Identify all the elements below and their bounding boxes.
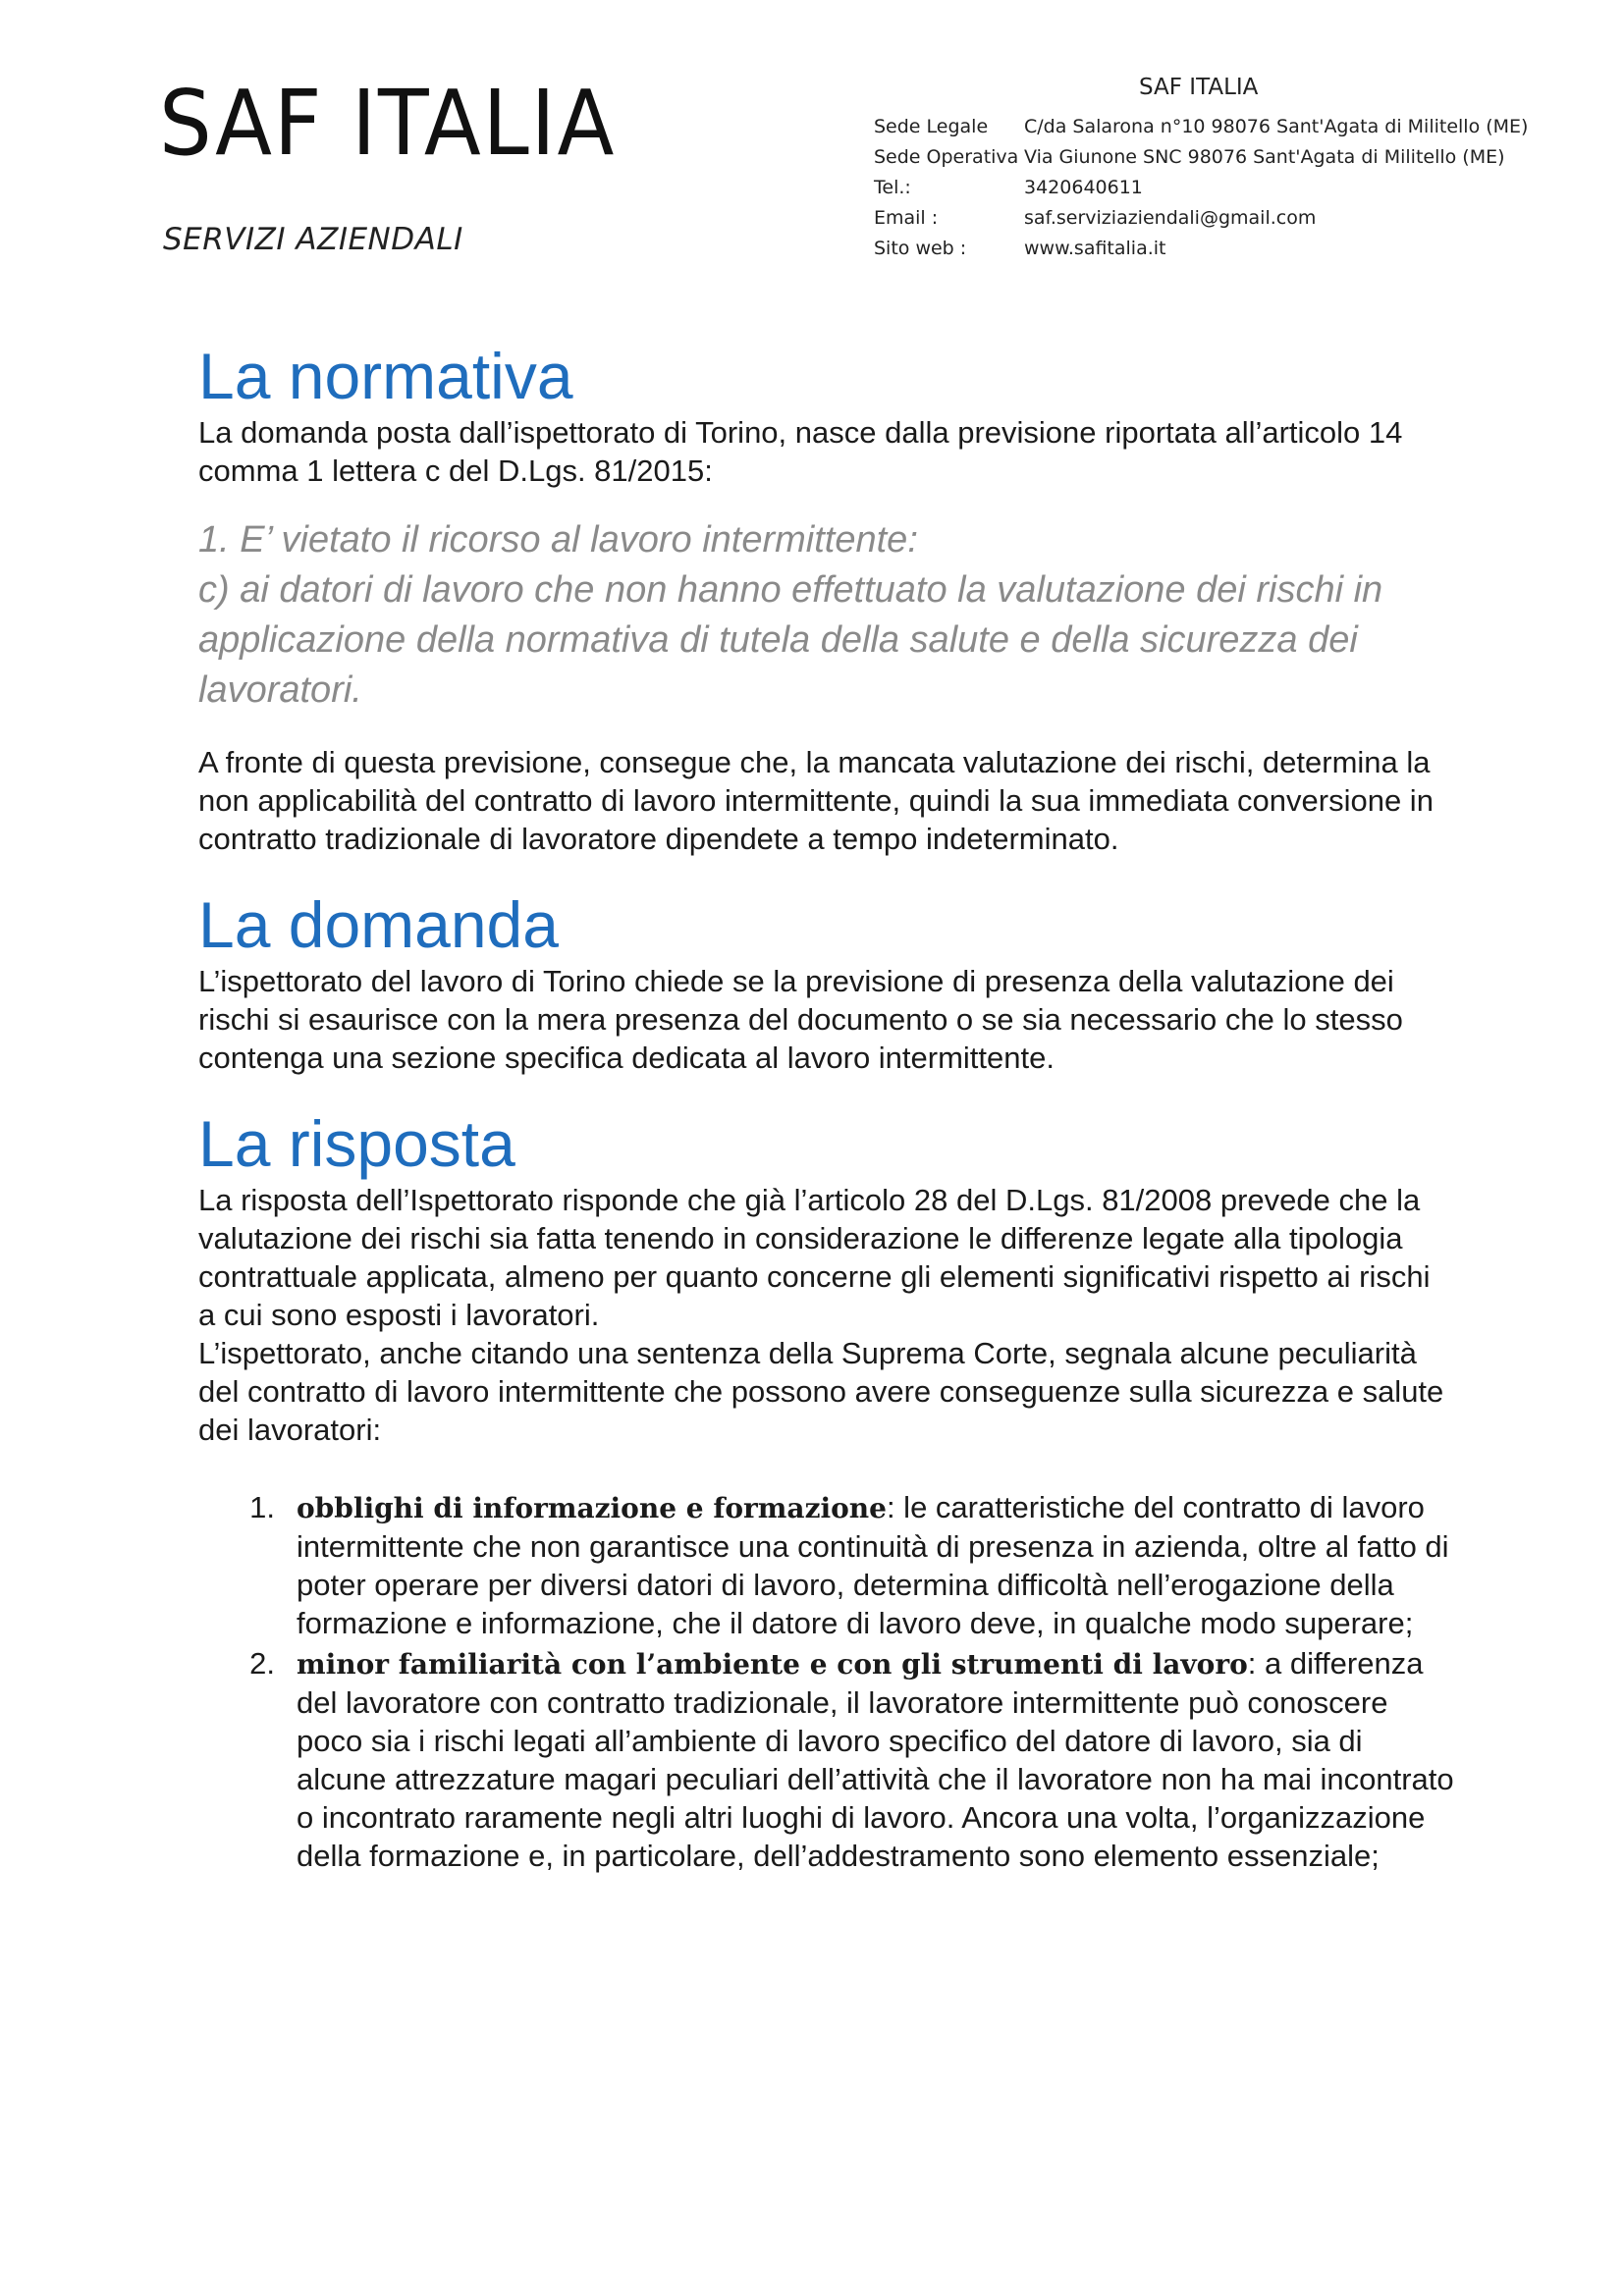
section-title-domanda: La domanda [198,888,559,961]
list-item-number: 1. [249,1490,275,1524]
info-label: Sede Legale [874,116,989,137]
info-label: Sede Operativa [874,146,1019,168]
info-value: saf.serviziaziendali@gmail.com [1024,207,1317,229]
info-row-email [874,203,1581,234]
list-item-content [297,1488,1455,1642]
domanda-text: L’ispettorato del lavoro di Torino chiede se la previsione di presenza della valutazione dei rischi si esaurisce con la mera presenza del documento o se sia necessario che lo stesso contenga una sezione specifica dedicata al lavoro intermittente. [198,964,1403,1075]
normativa-intro: La domanda posta dall’ispettorato di Torino, nasce dalla previsione riportata all’articolo 14 comma 1 lettera c del D.Lgs. 81/2015: [198,415,1403,488]
info-row-website [874,234,1581,264]
risposta-text-2: L’ispettorato, anche citando una sentenza della Suprema Corte, segnala alcune peculiarità del contratto di lavoro intermittente che possono avere conseguenze sulla sicurezza e salute dei lavoratori: [198,1336,1444,1447]
list-item-number: 2. [249,1646,275,1681]
info-value: C/da Salarona n°10 98076 Sant'Agata di Militello (ME) [1024,116,1529,137]
info-label: Email : [874,207,939,229]
list-item-text: : le caratteristiche del contratto di lavoro intermittente che non garantisce una continuità di presenza in azienda, oltre al fatto di poter operare per diversi datori di lavoro, determina difficoltà nell’erogazione della formazione e informazione, che il datore di lavoro deve, in qualche modo superare; [297,1490,1449,1640]
list-item-text: : a differenza del lavoratore con contratto tradizionale, il lavoratore intermittente può conoscere poco sia i rischi legati all’ambiente di lavoro specifico del datore di lavoro, sia di alcune attrezzature magari peculiari dell’attività che il lavoratore non ha mai incontrato o incontrato raramente negli altri luoghi di lavoro. Ancora una volta, l’organizzazione della formazione e, in particolare, dell’addestramento sono elemento essenziale; [297,1646,1454,1873]
company-name: SAF ITALIA [1139,75,1259,100]
section-title-normativa: La normativa [198,340,573,412]
risposta-text-1: La risposta dell’Ispettorato risponde che già l’articolo 28 del D.Lgs. 81/2008 prevede che la valutazione dei rischi sia fatta tenendo in considerazione le differenze legate alla tipologia contrattuale applicata, almeno per quanto concerne gli elementi significativi rispetto ai rischi a cui sono esposti i lavoratori. [198,1183,1431,1332]
info-label: Tel.: [874,177,911,198]
spacer [198,1449,1455,1488]
info-row-sede-operativa [874,142,1581,173]
info-row-sede-legale [874,112,1581,142]
law-quote-line2: c) ai datori di lavoro che non hanno effettuato la valutazione dei rischi in applicazione della normativa di tutela della salute e della sicurezza dei lavoratori. [198,569,1383,711]
obligations-list [198,1488,1455,1875]
list-item [198,1488,1455,1642]
list-item [198,1644,1455,1875]
list-item-content [297,1644,1455,1875]
list-item-term: minor familiarità con l’ambiente e con gli strumenti di lavoro [297,1648,1248,1681]
info-value: Via Giunone SNC 98076 Sant'Agata di Militello (ME) [1024,146,1505,168]
normativa-conclusion: A fronte di questa previsione, consegue che, la mancata valutazione dei rischi, determina la non applicabilità del contratto di lavoro intermittente, quindi la sua immediata conversione in contratto tradizionale di lavoratore dipendete a tempo indeterminato. [198,745,1434,856]
company-info-block [874,75,1581,264]
spacer [198,1077,1455,1106]
document-body [198,339,1455,1877]
law-quote [198,515,1455,716]
info-value: www.safitalia.it [1024,238,1166,259]
info-value: 3420640611 [1024,177,1143,198]
list-item-term: obblighi di informazione e formazione [297,1492,887,1524]
law-quote-line1: 1. E’ vietato il ricorso al lavoro intermittente: [198,519,918,561]
company-logo-subtitle: SERVIZI AZIENDALI [163,222,463,257]
company-logo-title: SAF ITALIA [159,71,617,176]
info-row-tel [874,173,1581,203]
spacer [198,858,1455,887]
info-label: Sito web : [874,238,967,259]
section-title-risposta: La risposta [198,1107,515,1180]
